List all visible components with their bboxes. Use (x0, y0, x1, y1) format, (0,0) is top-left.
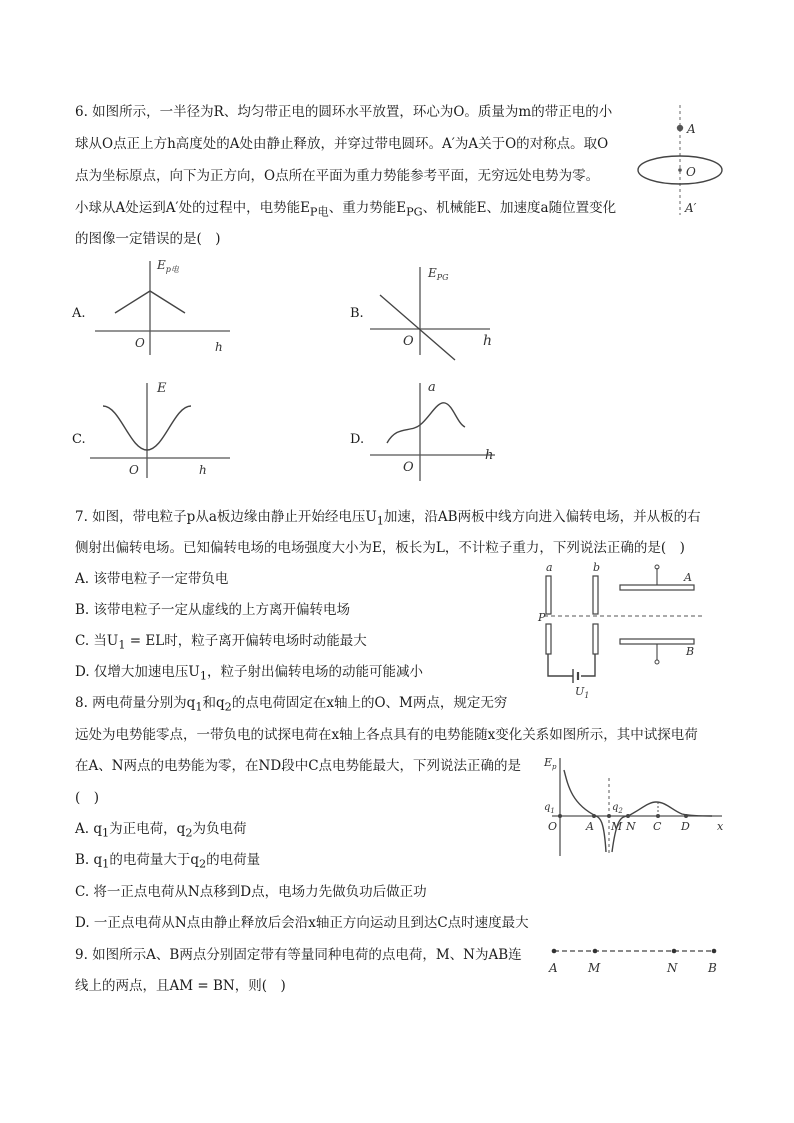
label-q2: $q_2$ (612, 802, 623, 815)
q6-ring-figure (630, 100, 740, 220)
label-M: M (611, 820, 623, 833)
plate-b-bottom (593, 624, 598, 654)
q8-option-a: A. $q_1$为正电荷，$q_2$为负电荷 (75, 821, 247, 840)
q8-line-2: 远处为电势能零点，一带负电的试探电荷在x轴上各点具有的电势能随x变化关系如图所示，其中试探电荷 (75, 727, 698, 743)
plate-b-top (593, 576, 598, 614)
circuit-right (581, 654, 595, 676)
q8-line-4: ( ) (75, 790, 100, 806)
point-A (552, 949, 557, 954)
q8-line-3: 在A、N两点的电势能为零，在ND段中C点电势能最大，下列说法正确的是 (75, 758, 522, 774)
q7-option-d: D. 仅增大加速电压$U_1$，粒子射出偏转电场的动能可能减小 (75, 664, 423, 683)
q6-option-a-letter: A. (72, 306, 86, 321)
origin-label: O (129, 463, 139, 477)
q6-line-5: 的图像一定错误的是( ) (75, 231, 221, 247)
origin-label: O (403, 334, 414, 349)
label-A: A (549, 961, 558, 975)
label-C: C (653, 820, 662, 833)
label-U1: $U_1$ (575, 685, 590, 700)
label-A: A (684, 571, 692, 584)
plate-a-bottom (546, 624, 551, 654)
x-label: h (215, 340, 223, 354)
center-O (678, 168, 682, 172)
x-label: h (483, 333, 493, 349)
q6-option-a-graph (85, 255, 235, 365)
label-A-prime: A′ (685, 201, 697, 215)
label-a: a (546, 561, 553, 574)
curve-left (564, 770, 606, 852)
q6-line-4: 小球从A处运到A′处的过程中，电势能$E_{P电}$、重力势能$E_{PG}$、机械能E、加速度a随位置变化 (75, 200, 617, 219)
x-label: h (485, 448, 494, 463)
curve (380, 295, 455, 360)
q8-potential-energy-graph (540, 752, 730, 862)
q6-option-c-letter: C. (72, 432, 86, 447)
label-D: D (681, 820, 690, 833)
label-M: M (588, 961, 601, 975)
origin-label: O (135, 336, 145, 350)
q8-option-c: C. 将一正点电荷从N点移到D点，电场力先做负功后做正功 (75, 884, 427, 900)
label-A: A (586, 820, 594, 833)
point-N (672, 949, 677, 954)
q9-line-1: 9. 如图所示A、B两点分别固定带有等量同种电荷的点电荷，M、N为AB连 (75, 947, 522, 963)
y-label: $E_{p电}$ (157, 258, 179, 274)
q8-option-d: D. 一正点电荷从N点由静止释放后会沿x轴正方向运动且到达C点时速度最大 (75, 915, 529, 931)
label-B: B (686, 645, 695, 658)
y-label: $E_p$ (544, 756, 557, 771)
ball-A (677, 125, 683, 131)
plate-a-top (546, 576, 551, 614)
q9-line-figure (540, 940, 730, 980)
label-O: O (686, 165, 696, 179)
plate-A (620, 585, 694, 590)
plate-B (620, 639, 694, 644)
q7-line-2: 侧射出偏转电场。已知偏转电场的电场强度大小为E，板长为L，不计粒子重力，下列说法正确的是( ) (75, 540, 685, 556)
q6-option-b-letter: B. (350, 306, 364, 321)
q6-line-2: 球从O点正上方h高度处的A处由静止释放，并穿过带电圆环。A′为A关于O的对称点。取O (75, 136, 609, 152)
circuit-left (548, 654, 573, 676)
point-M (593, 949, 598, 954)
q7-line-1: 7. 如图，带电粒子p从a板边缘由静止开始经电压$U_1$加速，沿AB两板中线方向进入偏转电场，并从板的右 (75, 509, 701, 528)
q6-option-b-graph (365, 255, 505, 365)
q6-option-c-graph (85, 378, 235, 488)
label-A: A (687, 122, 696, 136)
q6-line-3: 点为坐标原点，向下为正方向，O点所在平面为重力势能参考平面，无穷远处电势为零。 (75, 168, 600, 184)
q7-option-b: B. 该带电粒子一定从虚线的上方离开偏转电场 (75, 602, 351, 618)
point-B (712, 949, 717, 954)
q7-option-a: A. 该带电粒子一定带负电 (75, 571, 229, 587)
y-label: a (428, 380, 436, 395)
q7-option-c: C. 当$U_1$ = EL时，粒子离开偏转电场时动能最大 (75, 633, 367, 652)
q8-line-1: 8. 两电荷量分别为$q_1$和$q_2$的点电荷固定在x轴上的O、M两点，规定无穷 (75, 695, 508, 714)
label-N: N (626, 820, 636, 833)
label-x: x (717, 820, 724, 833)
x-label: h (199, 463, 207, 477)
q6-line-1: 6. 如图所示，一半径为R、均匀带正电的圆环水平放置，环心为O。质量为m的带正电的小 (75, 104, 613, 120)
label-b: b (593, 561, 601, 574)
q8-option-b: B. $q_1$的电荷量大于$q_2$的电荷量 (75, 852, 261, 871)
y-label: E (157, 381, 167, 396)
q7-apparatus-figure (530, 558, 710, 700)
label-P: P (538, 611, 546, 624)
label-q1: $q_1$ (544, 802, 555, 815)
label-B: B (708, 961, 717, 975)
q6-option-d-graph (365, 375, 505, 485)
label-N: N (667, 961, 678, 975)
y-label: $E_{PG}$ (428, 266, 449, 282)
label-O: O (548, 820, 558, 833)
q9-line-2: 线上的两点，且AM = BN，则( ) (75, 978, 286, 994)
curve (387, 403, 465, 443)
q6-option-d-letter: D. (350, 432, 365, 447)
origin-label: O (403, 460, 414, 475)
